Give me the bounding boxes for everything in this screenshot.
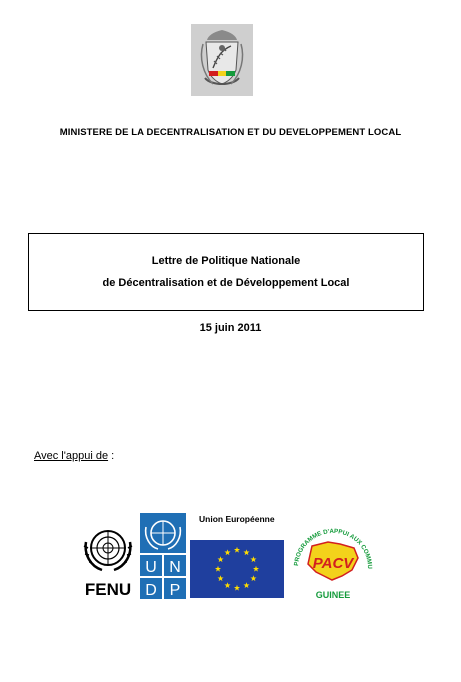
undp-letter-p: P [169,582,181,599]
pacv-guinee-text: GUINEE [315,590,351,600]
fenu-wordmark: FENU [84,580,132,598]
document-title-line-2: de Décentralisation et de Développement Local [102,277,350,289]
pacv-wordmark: PACV [312,555,354,572]
pacv-logo [288,522,378,602]
undp-letter-u: U [145,559,157,576]
document-title-box [28,233,424,311]
support-prefix: Avec l'appui de [34,450,109,462]
undp-logo [140,513,186,599]
ministry-heading: MINISTERE DE LA DECENTRALISATION ET DU DEVELOPPEMENT LOCAL [59,127,402,138]
undp-letter-d: D [145,582,157,599]
un-fenu-logo [78,522,138,598]
undp-letter-n: N [169,559,181,576]
support-suffix: : [108,450,115,462]
national-emblem [191,24,253,96]
eu-flag [190,540,284,598]
document-title-line-1: Lettre de Politique Nationale [151,255,301,267]
document-date: 15 juin 2011 [199,322,262,334]
eu-label: Union Européenne [199,514,275,524]
support-line [34,450,114,462]
pacv-arc-text: PROGRAMME D'APPUI AUX COMMU [293,527,374,570]
